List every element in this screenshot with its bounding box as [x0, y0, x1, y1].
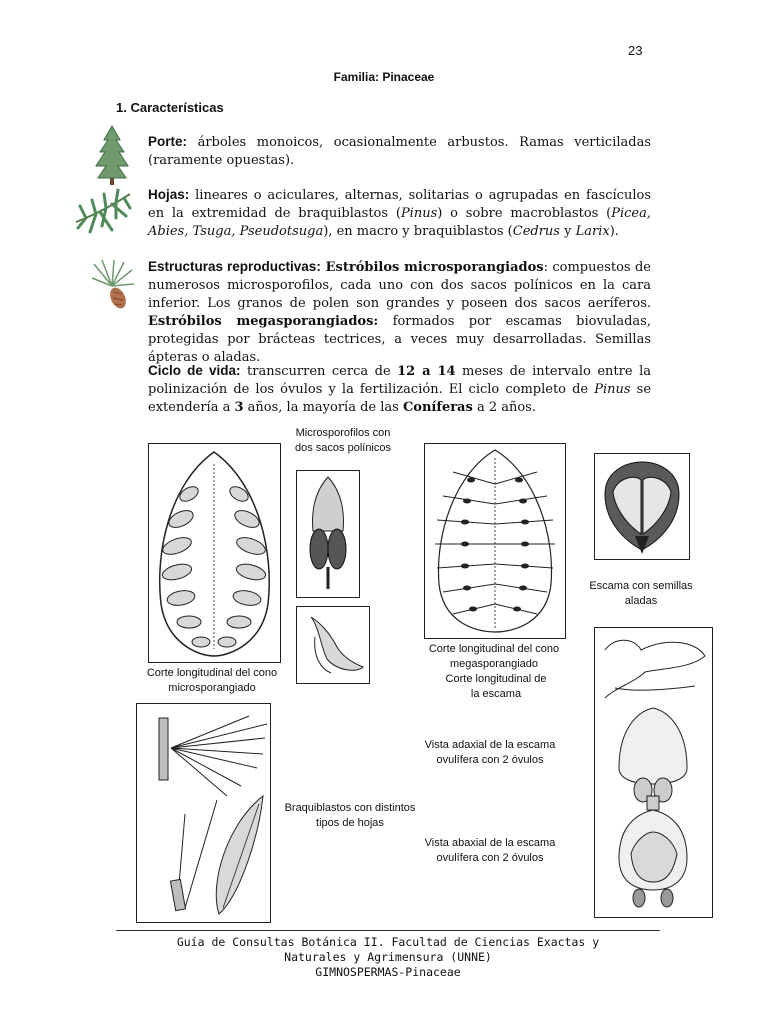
genus-list: Picea, Abies, Tsuga, Pseudotsuga: [148, 206, 652, 239]
estructuras-paragraph: [148, 258, 651, 367]
hojas-text: y: [559, 224, 576, 239]
footer-divider: [116, 930, 660, 931]
caption-microsporophylls: Microsporofilos con dos sacos polínicos: [295, 427, 391, 454]
section-heading: 1. Características: [116, 100, 224, 115]
ovuliferous-scale-figure: [594, 627, 713, 918]
caption-micro-cone: Corte longitudinal del cono microsporangiado: [146, 667, 278, 694]
porte-text: árboles monoicos, ocasionalmente arbustos. Ramas verticiladas (raramente opuestas).: [148, 135, 651, 168]
brachyblasts-figure: [136, 703, 271, 923]
hojas-label: Hojas:: [148, 187, 190, 202]
genus-larix: Larix: [575, 224, 610, 239]
estructuras-bold: Estróbilos microsporangiados: [320, 260, 544, 275]
ciclo-bold: 12 a 14: [397, 364, 456, 379]
caption-winged-scale: Escama con semillas aladas: [589, 580, 693, 607]
hojas-text: ), en macro y braquiblastos (: [323, 224, 513, 239]
genus-cedrus: Cedrus: [512, 224, 560, 239]
genus-pinus: Pinus: [400, 206, 438, 221]
ciclo-text: transcurren cerca de: [240, 364, 398, 379]
pine-cone-icon: [88, 258, 136, 312]
microsporophyll-figure: [296, 470, 360, 598]
page-number: 23: [628, 43, 643, 58]
porte-label: Porte:: [148, 134, 188, 149]
fir-tree-icon: [92, 124, 132, 186]
winged-scale-figure: [594, 453, 690, 560]
genus-pinus: Pinus: [594, 382, 631, 397]
ciclo-text: meses de intervalo entre la polinización de los óvulos y la fertilización. El ciclo completo de: [148, 364, 651, 397]
ciclo-bold: Coníferas: [402, 400, 473, 415]
estructuras-text: formados por escamas biovuladas, protegidas por brácteas tectrices, a veces muy desarrolladas. Semillas ápteras o aladas.: [148, 314, 651, 365]
estructuras-text: : compuestos de numerosos microsporofilos, cada uno con dos sacos polínicos en la cara inferior. Los granos de polen son grandes y poseen dos sacos aeríferos.: [148, 260, 651, 311]
estructuras-label: Estructuras reproductivas:: [148, 259, 321, 274]
page-title: Familia: Pinaceae: [333, 70, 435, 84]
caption-abaxial: Vista abaxial de la escama ovulífera con 2 óvulos: [424, 837, 556, 864]
micro-cone-figure: [148, 443, 281, 663]
footer-line-2: Naturales y Agrimensura (UNNE): [284, 950, 492, 964]
caption-adaxial: Vista adaxial de la escama ovulífera con 2 óvulos: [424, 739, 556, 766]
pine-branch-icon: [72, 186, 134, 238]
estructuras-bold: Estróbilos megasporangiados:: [148, 314, 379, 329]
hojas-text: ).: [609, 224, 619, 239]
caption-mega-cone: Corte longitudinal del cono megasporangiado: [428, 643, 560, 670]
microsporophyll-side-figure: [296, 606, 370, 684]
footer-line-1: Guía de Consultas Botánica II. Facultad de Ciencias Exactas y: [176, 935, 600, 949]
hojas-text: ) o sobre macroblastos (: [437, 206, 612, 221]
ciclo-bold: 3: [234, 400, 244, 415]
ciclo-text: se extendería a: [148, 382, 652, 415]
footer-line-3: GIMNOSPERMAS-Pinaceae: [315, 965, 461, 979]
hojas-paragraph: [148, 186, 651, 241]
ciclo-text: años, la mayoría de las: [243, 400, 403, 415]
caption-brachyblasts: Braquiblastos con distintos tipos de hojas: [284, 802, 416, 829]
caption-scale-section: Corte longitudinal de la escama: [445, 673, 547, 700]
ciclo-paragraph: [148, 362, 651, 417]
footer: [116, 935, 660, 980]
hojas-text: lineares o aciculares, alternas, solitarias o agrupadas en fascículos en la extremidad de braquiblastos (: [148, 188, 651, 221]
mega-cone-figure: [424, 443, 566, 639]
ciclo-label: Ciclo de vida:: [148, 363, 241, 378]
porte-paragraph: [148, 133, 651, 170]
ciclo-text: a 2 años.: [472, 400, 536, 415]
